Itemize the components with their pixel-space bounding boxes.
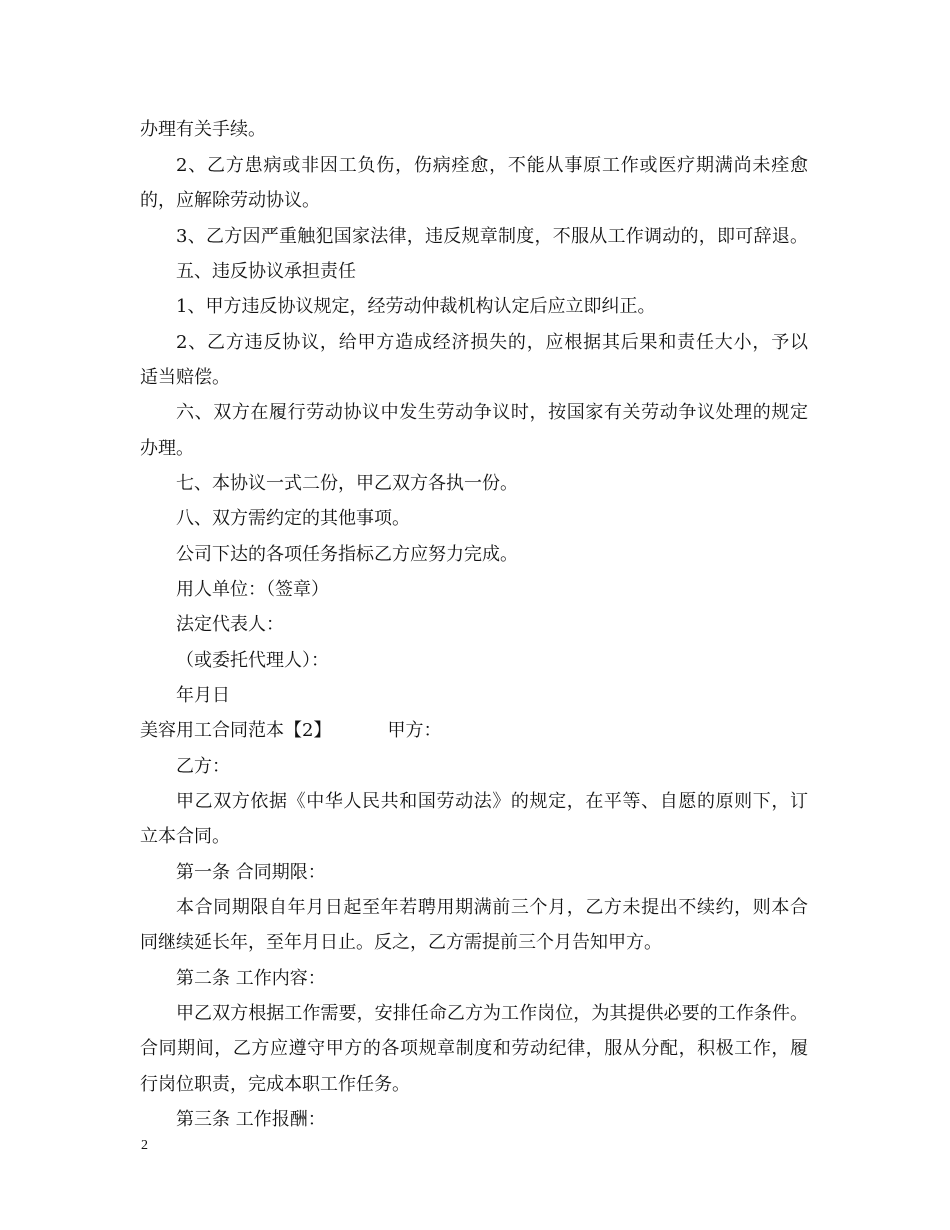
party-a-label: 甲方： (387, 720, 442, 741)
text-line: 公司下达的各项任务指标乙方应努力完成。 (176, 544, 518, 565)
text-line: 办理。 (140, 438, 194, 459)
contract-title: 美容用工合同范本【2】 (140, 720, 332, 741)
signature-label: 用人单位：（签章） (176, 579, 329, 600)
contract-title-line (140, 720, 441, 742)
page-number: 2 (141, 1138, 148, 1153)
text-line: 甲乙双方依据《中华人民共和国劳动法》的规定，在平等、自愿的原则下，订 (176, 791, 808, 812)
text-line: 七、本协议一式二份，甲乙双方各执一份。 (176, 473, 518, 494)
text-line: 3、乙方因严重触犯国家法律，违反规章制度，不服从工作调动的，即可辞退。 (176, 226, 808, 247)
text-line: 六、双方在履行劳动协议中发生劳动争议时，按国家有关劳动争议处理的规定 (176, 402, 808, 423)
date-label: 年月日 (176, 685, 230, 706)
party-b-label: 乙方： (176, 756, 230, 777)
text-line: 行岗位职责，完成本职工作任务。 (140, 1074, 410, 1095)
article-heading: 第二条 工作内容： (176, 968, 326, 989)
text-line: 2、乙方患病或非因工负伤，伤病痊愈，不能从事原工作或医疗期满尚未痊愈 (176, 155, 808, 176)
signature-label: （或委托代理人）： (176, 650, 329, 671)
article-heading: 第一条 合同期限： (176, 862, 326, 883)
article-heading: 第三条 工作报酬： (176, 1109, 326, 1130)
text-line: 2、乙方违反协议，给甲方造成经济损失的，应根据其后果和责任大小，予以 (176, 332, 808, 353)
text-line: 的，应解除劳动协议。 (140, 190, 320, 211)
text-line: 立本合同。 (140, 826, 230, 847)
text-line: 同继续延长年，至年月日止。反之，乙方需提前三个月告知甲方。 (140, 932, 662, 953)
text-line: 合同期间，乙方应遵守甲方的各项规章制度和劳动纪律，服从分配，积极工作，履 (140, 1038, 808, 1059)
text-line: 甲乙双方根据工作需要，安排任命乙方为工作岗位，为其提供必要的工作条件。 (176, 1003, 808, 1024)
text-line: 本合同期限自年月日起至年若聘用期满前三个月，乙方未提出不续约，则本合 (176, 897, 808, 918)
section-heading: 五、违反协议承担责任 (176, 261, 356, 282)
signature-label: 法定代表人： (176, 614, 284, 635)
text-line: 适当赔偿。 (140, 367, 230, 388)
text-line: 办理有关手续。 (140, 119, 266, 140)
text-line: 八、双方需约定的其他事项。 (176, 508, 410, 529)
text-line: 1、甲方违反协议规定，经劳动仲裁机构认定后应立即纠正。 (176, 296, 656, 317)
